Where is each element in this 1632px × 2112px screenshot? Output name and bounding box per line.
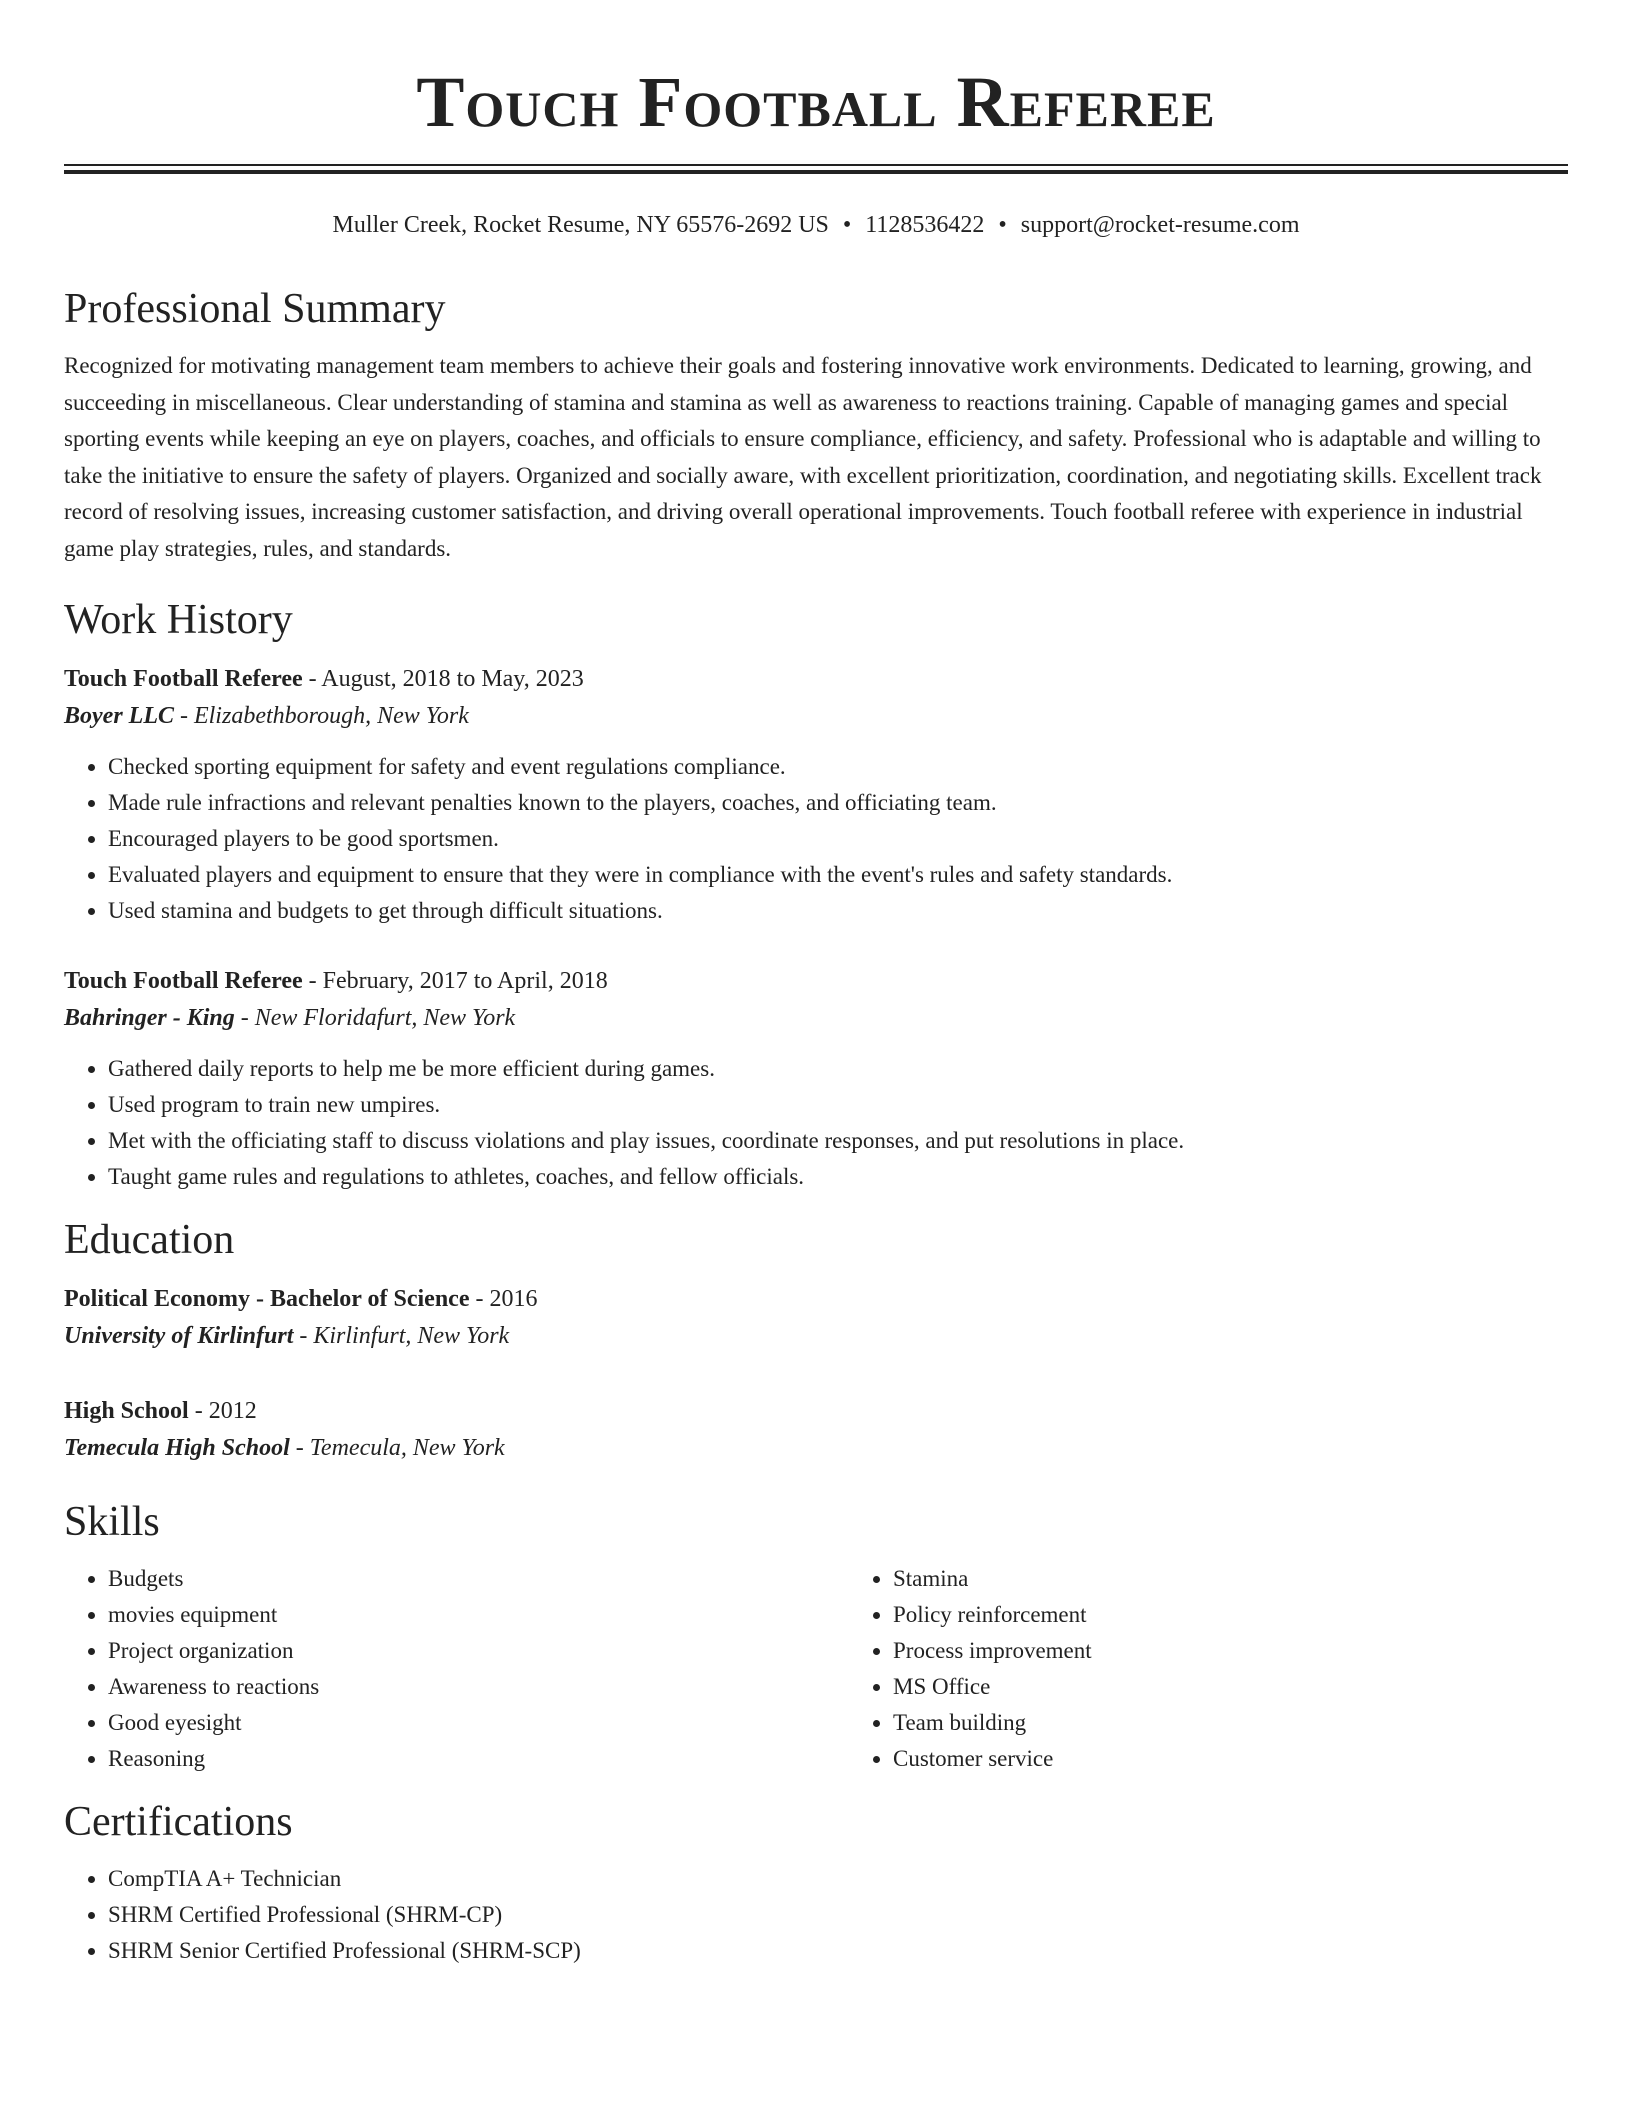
list-item: • Customer service <box>893 1741 1632 1777</box>
job-employer <box>64 999 1568 1037</box>
education-entry <box>64 1281 1568 1355</box>
skills-list-left <box>64 1561 849 1777</box>
list-item: • movies equipment <box>108 1597 849 1633</box>
list-item: • Checked sporting equipment for safety and event regulations compliance. <box>108 749 1568 785</box>
list-item: • Reasoning <box>108 1741 849 1777</box>
job-location: - New Floridafurt, New York <box>234 1005 516 1031</box>
contact-email: support@rocket-resume.com <box>1020 212 1300 238</box>
contact-phone: 1128536422 <box>865 212 985 238</box>
job-heading <box>64 661 1568 697</box>
education-location: - Temecula, New York <box>289 1435 505 1461</box>
list-item: • Budgets <box>108 1561 849 1597</box>
job-heading <box>64 963 1568 999</box>
job-duties-list <box>64 1051 1568 1195</box>
candidate-name: Touch Football Referee <box>416 62 1216 142</box>
section-title-skills: Skills <box>64 1499 160 1545</box>
education-year: - 2016 <box>469 1286 538 1312</box>
list-item: • Gathered daily reports to help me be more efficient during games. <box>108 1051 1568 1087</box>
section-title-summary: Professional Summary <box>64 286 446 332</box>
education-heading <box>64 1281 1568 1317</box>
contact-line <box>64 210 1568 240</box>
list-item: • MS Office <box>893 1669 1632 1705</box>
job-entry <box>64 963 1568 1195</box>
list-item: • Stamina <box>893 1561 1632 1597</box>
section-title-work-history: Work History <box>64 597 293 643</box>
list-item: • Team building <box>893 1705 1632 1741</box>
certifications-list <box>64 1861 1568 1969</box>
contact-separator: • <box>998 212 1007 238</box>
education-year: - 2012 <box>188 1398 257 1424</box>
list-item: • Policy reinforcement <box>893 1597 1632 1633</box>
list-item: • SHRM Senior Certified Professional (SHRM-SCP) <box>108 1933 1568 1969</box>
list-item: • Used stamina and budgets to get through difficult situations. <box>108 893 1568 929</box>
education-heading <box>64 1393 1568 1429</box>
list-item: • Encouraged players to be good sportsmen. <box>108 821 1568 857</box>
job-employer <box>64 697 1568 735</box>
education-degree: High School <box>64 1398 189 1424</box>
list-item: • Taught game rules and regulations to athletes, coaches, and fellow officials. <box>108 1159 1568 1195</box>
job-entry <box>64 661 1568 929</box>
skills-grid <box>64 1561 1568 1777</box>
list-item: • SHRM Certified Professional (SHRM-CP) <box>108 1897 1568 1933</box>
job-dates: - February, 2017 to April, 2018 <box>302 968 608 994</box>
list-item: • Process improvement <box>893 1633 1632 1669</box>
contact-separator: • <box>842 212 852 238</box>
job-dates: - August, 2018 to May, 2023 <box>302 666 584 692</box>
list-item: • Good eyesight <box>108 1705 849 1741</box>
education-school: University of Kirlinfurt <box>64 1323 294 1349</box>
education-entry <box>64 1393 1568 1467</box>
education-school: Temecula High School <box>64 1435 290 1461</box>
job-role: Touch Football Referee <box>64 968 303 994</box>
job-duties-list <box>64 749 1568 929</box>
section-title-certifications: Certifications <box>64 1799 293 1845</box>
summary-text: Recognized for motivating management team members to achieve their goals and fostering innovative work environments. Dedicated to learning, growing, and succeeding in miscellaneous. Clear understanding of stamina and stamina as well as awareness to reactions training. Capable of managing games and special sporting events while keeping an eye on players, coaches, and officials to ensure compliance, efficiency, and safety. Professional who is adaptable and willing to take the initiative to ensure the safety of players. Organized and socially aware, with excellent prioritization, coordination, and negotiating skills. Excellent track record of resolving issues, increasing customer satisfaction, and driving overall operational improvements. Touch football referee with experience in industrial game play strategies, rules, and standards. <box>64 353 1542 561</box>
list-item: • Met with the officiating staff to discuss violations and play issues, coordinate responses, and put resolutions in place. <box>108 1123 1568 1159</box>
list-item: • Made rule infractions and relevant penalties known to the players, coaches, and officiating team. <box>108 785 1568 821</box>
list-item: • Evaluated players and equipment to ensure that they were in compliance with the event's rules and safety standards. <box>108 857 1568 893</box>
job-role: Touch Football Referee <box>64 666 303 692</box>
list-item: • CompTIA A+ Technician <box>108 1861 1568 1897</box>
header-divider-thick <box>64 170 1568 174</box>
skills-list-right <box>849 1561 1632 1777</box>
education-school-line <box>64 1429 1568 1467</box>
education-degree: Political Economy - Bachelor of Science <box>64 1286 470 1312</box>
education-location: - Kirlinfurt, New York <box>293 1323 510 1349</box>
education-school-line <box>64 1317 1568 1355</box>
job-location: - Elizabethborough, New York <box>173 703 469 729</box>
list-item: • Used program to train new umpires. <box>108 1087 1568 1123</box>
list-item: • Awareness to reactions <box>108 1669 849 1705</box>
section-title-education: Education <box>64 1217 235 1263</box>
contact-address: Muller Creek, Rocket Resume, NY 65576-2692 US <box>332 212 829 238</box>
list-item: • Project organization <box>108 1633 849 1669</box>
job-company: Bahringer - King <box>64 1005 235 1031</box>
job-company: Boyer LLC <box>64 703 174 729</box>
